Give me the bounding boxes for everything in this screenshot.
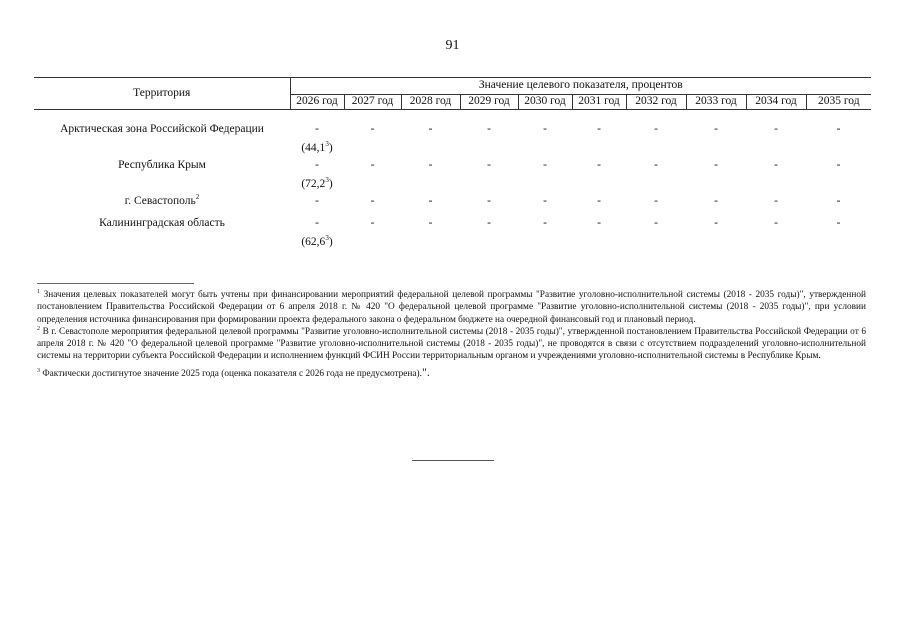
value-cell: - (543, 159, 547, 171)
value-cell: - (72,2$^3$) (290, 159, 344, 195)
value-cell: - (714, 123, 718, 135)
value-cell: - (597, 217, 601, 229)
value-cell: - (487, 217, 491, 229)
value-cell: - (714, 217, 718, 229)
footnote-ref: 2 (195, 193, 200, 202)
value-cell: - (428, 123, 433, 135)
value-cell: - (543, 123, 547, 135)
year-header: 2035 год (806, 94, 871, 109)
value-cell: - (428, 195, 433, 207)
table-row (34, 123, 871, 159)
value-cell: - (654, 217, 658, 229)
value-cell: - (774, 217, 778, 229)
value-cell: - (714, 159, 718, 171)
year-header: 2031 год (572, 94, 626, 109)
year-header: 2030 год (518, 94, 572, 109)
value-cell: - (44,1$^3$) (290, 123, 344, 159)
achieved-value: (72,2$^3$) (301, 176, 333, 190)
value-cell: - (654, 123, 658, 135)
page-number: 91 (445, 38, 460, 53)
table-row (34, 217, 871, 253)
value-cell: - (774, 159, 778, 171)
value-cell: - (836, 159, 841, 171)
year-header: 2032 год (626, 94, 686, 109)
value-cell: - (774, 195, 778, 207)
footnote: $^3$ Фактически достигнутое значение 2025 года (оценка показателя с 2026 года не предусмотрена).". (37, 364, 430, 379)
value-cell: - (315, 195, 319, 207)
territory-name: Калининградская область (99, 217, 225, 229)
achieved-value: (62,6$^3$) (301, 234, 333, 248)
value-cell: - (370, 159, 375, 171)
value-cell: - (543, 195, 547, 207)
territory-name: г. Севастополь$^2$ (124, 193, 200, 207)
value-cell: - (714, 195, 718, 207)
territory-name: Республика Крым (118, 159, 206, 171)
value-cell: - (370, 123, 375, 135)
value-cell: - (370, 195, 375, 207)
footnotes (37, 289, 866, 380)
value-cell: - (62,6$^3$) (290, 217, 344, 253)
value-cell: - (836, 195, 841, 207)
value-cell: - (370, 217, 375, 229)
value-cell: - (543, 217, 547, 229)
value-cell: - (597, 159, 601, 171)
value-cell: - (428, 217, 433, 229)
value-cell: - (487, 159, 491, 171)
value-cell: - (487, 123, 491, 135)
value-cell: - (597, 195, 601, 207)
table-row (34, 159, 871, 195)
value-cell: - (654, 195, 658, 207)
footnote-separator (37, 283, 194, 284)
value-cell: - (654, 159, 658, 171)
value-cell: - (836, 123, 841, 135)
year-header: 2027 год (344, 94, 401, 109)
footnote: $^1$ Значения целевых показателей могут быть учтены при финансировании мероприятий федеральной целевой программы "Развитие уголовно-исполнительной системы (2018 - 2035 годы)", утвержденной постановлением Правительства Российской Федерации от 6 апреля 2018 г. № 420 "О федеральной целевой программе "Развитие уголовно-исполнительной системы (2018 - 2035 годы)", при условии определения источника финансирования при формировании проекта федерального закона о федеральном бюджете на очередной финансовый год и плановый период. (37, 288, 866, 325)
value-cell: - (597, 123, 601, 135)
territory-name: Арктическая зона Российской Федерации (60, 123, 264, 135)
year-header: 2026 год (290, 94, 344, 109)
year-header: 2033 год (686, 94, 746, 109)
territory-header: Территория (34, 78, 290, 110)
year-header: 2029 год (460, 94, 518, 109)
end-separator (412, 460, 494, 461)
value-cell: - (836, 217, 841, 229)
footnote: $^2$ В г. Севастополе мероприятия федеральной целевой программы "Развитие уголовно-исполнительной системы (2018 - 2035 годы)", утвержденной постановлением Правительства Российской Федерации от 6 апреля 2018 г. № 420 "О федеральной целевой программе "Развитие уголовно-исполнительной системы (2018 - 2035 годы)", не проводятся в связи с отсутствием подразделений уголовно-исполнительной системы на территории субъекта Российской Федерации и исполнением функций ФСИН России территориальным органом и учреждениями уголовно-исполнительной системы в Республике Крым. (37, 325, 866, 362)
indicator-group-header: Значение целевого показателя, процентов (290, 78, 871, 95)
value-cell: - (487, 195, 491, 207)
table-row (34, 195, 871, 217)
value-cell: - (774, 123, 778, 135)
indicators-table (34, 77, 871, 253)
year-header: 2034 год (746, 94, 806, 109)
achieved-value: (44,1$^3$) (301, 140, 333, 154)
value-cell: - (428, 159, 433, 171)
year-header: 2028 год (401, 94, 460, 109)
